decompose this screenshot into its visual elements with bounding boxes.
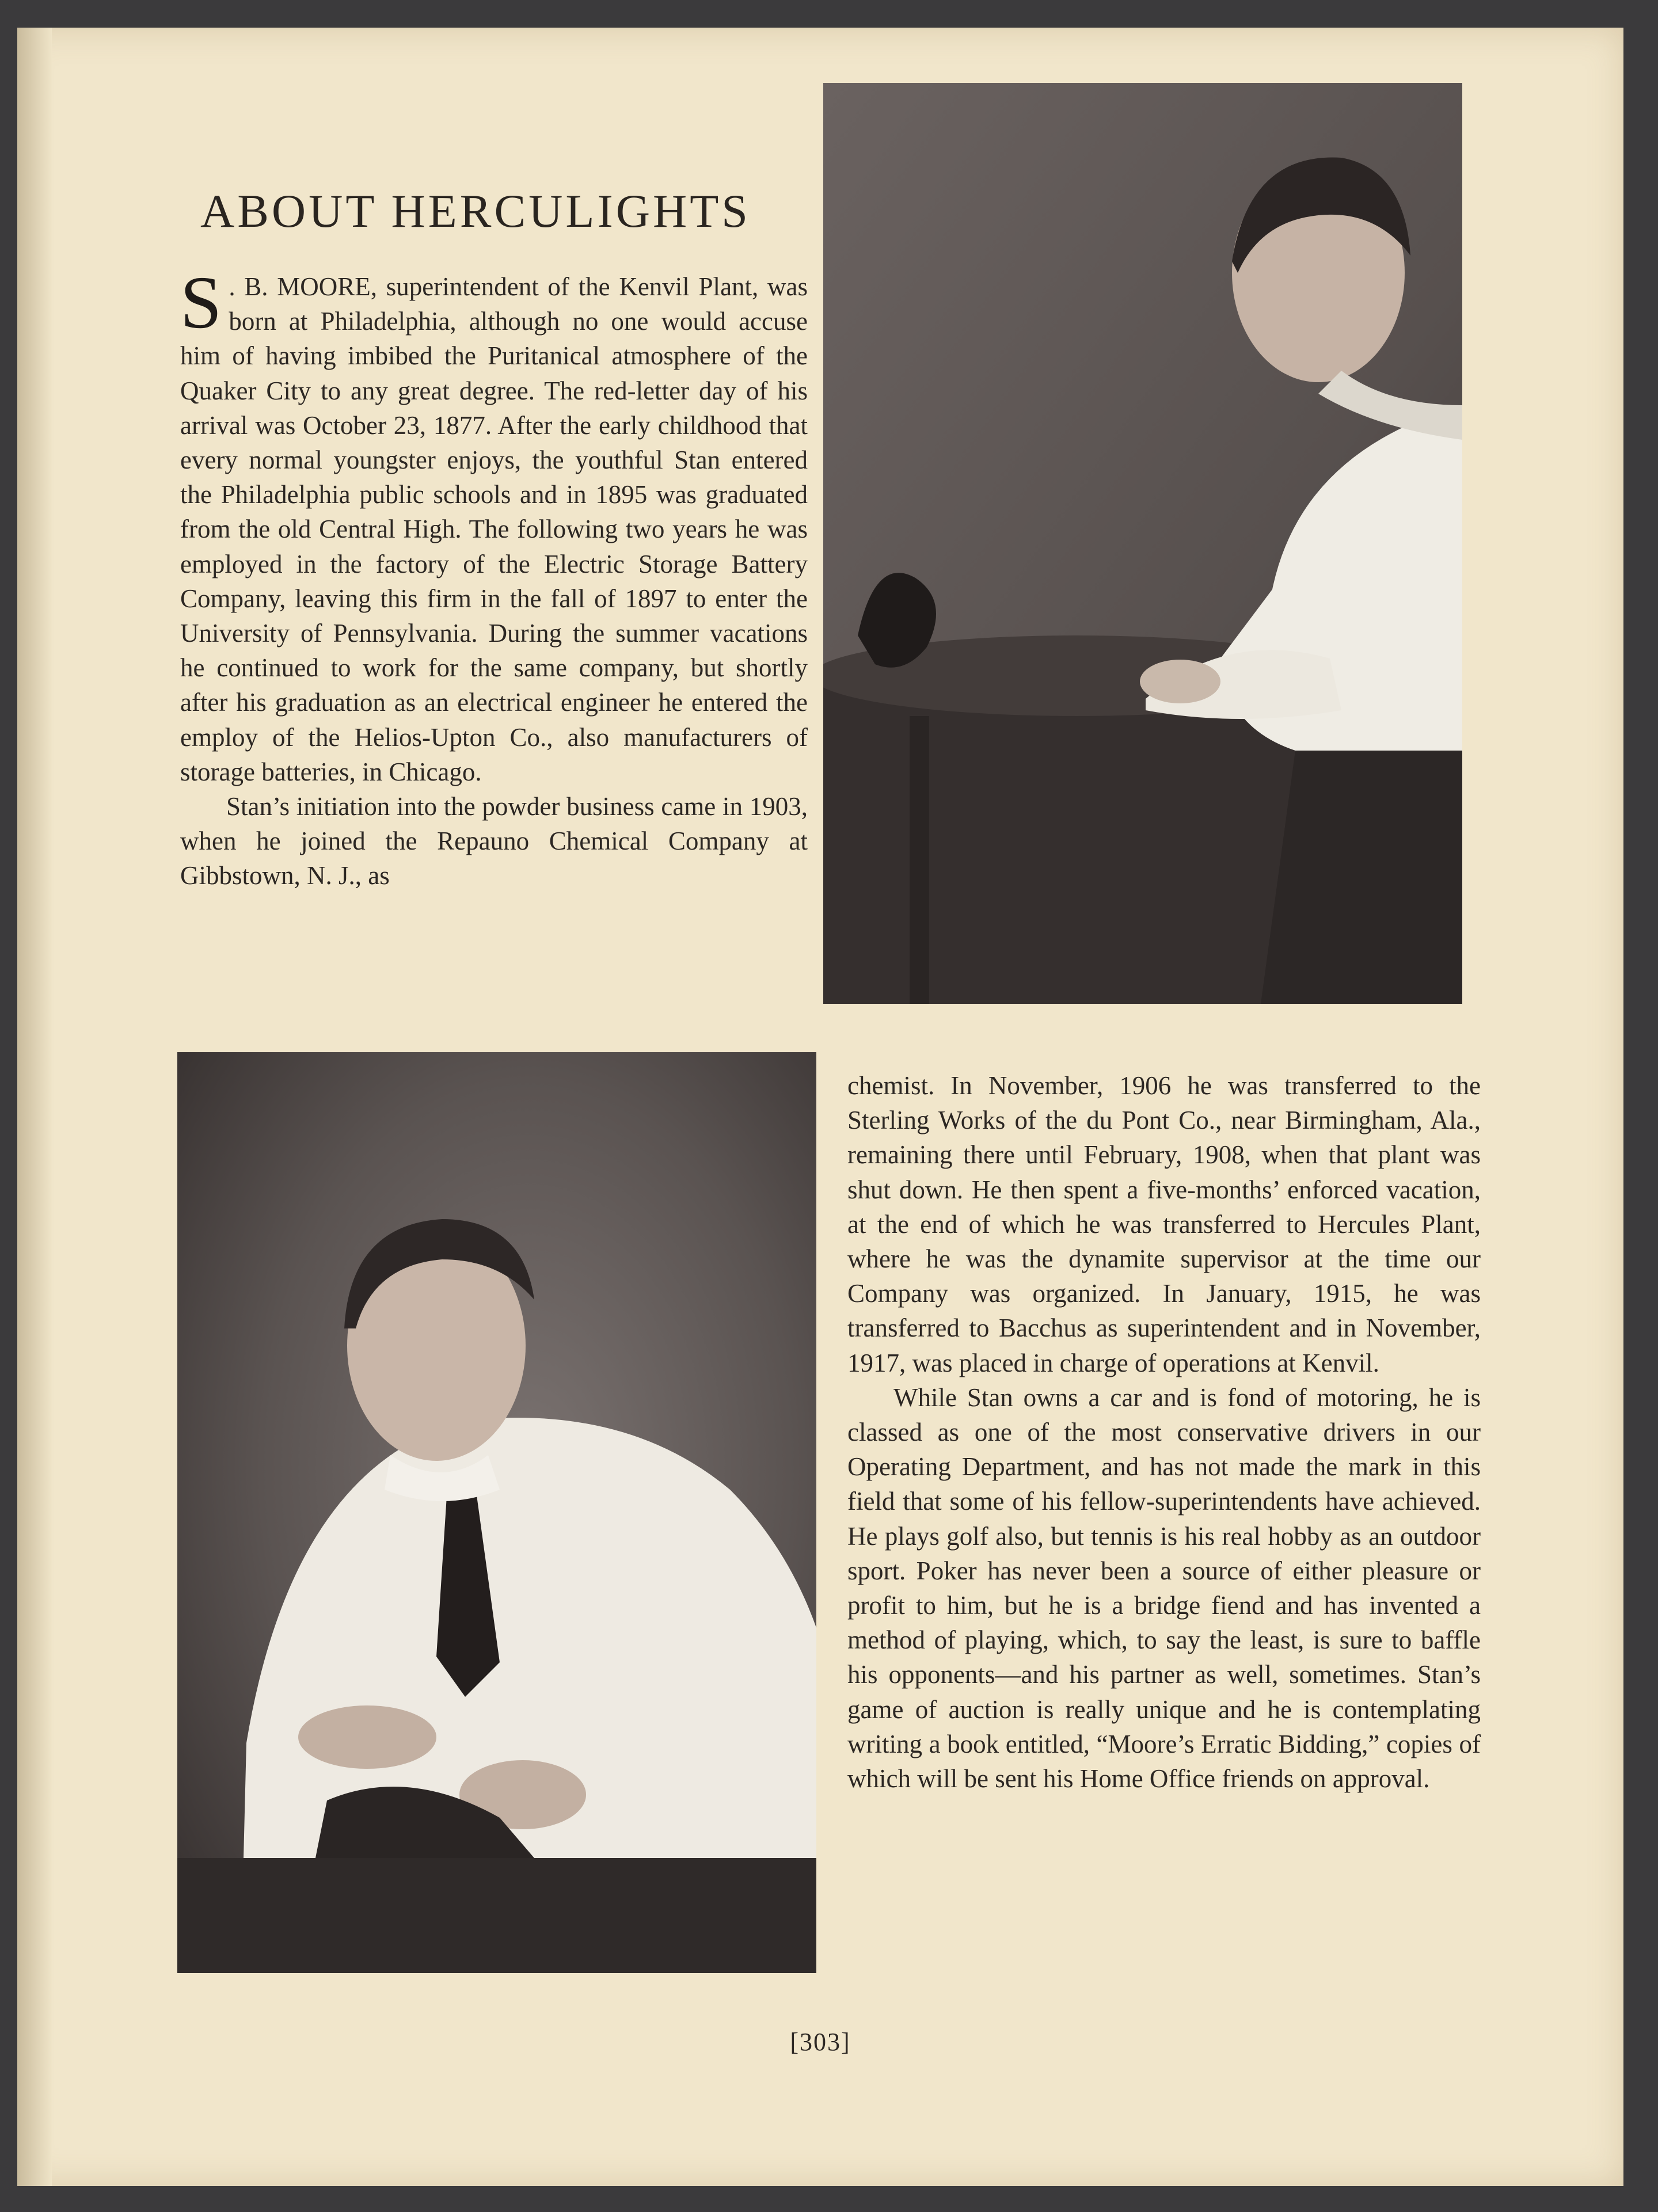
paragraph-intro xyxy=(180,261,808,789)
paragraph-career: chemist. In November, 1906 he was transferred to the Sterling Works of the du Pont Co., near Birmingham, Ala., remaining there until February, 1908, when that plant was shut down. He then spent a five-months’ enforced vacation, at the end of which he was transferred to Hercules Plant, where he was the dynamite supervisor at the time our Company was organized. In January, 1915, he was transferred to Bacchus as superintendent and in November, 1917, was placed in charge of operations at Kenvil. xyxy=(847,1071,1481,1377)
page-spine xyxy=(17,28,52,2186)
article-title: ABOUT HERCULIGHTS xyxy=(200,185,751,237)
paragraph-powder-business: Stan’s initiation into the powder business came in 1903, when he joined the Repauno Chemical Company at Gibbstown, N. J., as xyxy=(180,792,808,890)
paragraph-hobbies: While Stan owns a car and is fond of motoring, he is classed as one of the most conservative drivers in our Operating Department, and has not made the mark in this field that some of his fellow-superintendents have achieved. He plays golf also, but tennis is his real hobby as an outdoor sport. Poker has never been a source of either pleasure or profit to him, but he is a bridge fiend and has invented a method of playing, which, to say the least, is sure to baffle his opponents—and his partner as well, sometimes. Stan’s game of auction is really unique and he is contemplating writing a book entitled, “Moore’s Erratic Bidding,” copies of which will be sent his Home Office friends on approval. xyxy=(847,1383,1481,1794)
text-column-left xyxy=(180,261,808,893)
drop-cap: S xyxy=(180,261,222,344)
page-number: [303] xyxy=(790,2028,851,2056)
photo-profile-at-table xyxy=(823,83,1462,1004)
text-column-right xyxy=(847,1068,1481,1796)
photo-portrait-smiling xyxy=(177,1052,816,1973)
paragraph-intro-text: . B. MOORE, superintendent of the Kenvil Plant, was born at Philadelphia, although no one would accuse him of having imbibed the Puritanical atmosphere of the Quaker City to any great degree. The red-letter day of his arrival was October 23, 1877. After the early childhood that every normal youngster enjoys, the youthful Stan entered the Philadelphia public schools and in 1895 was graduated from the old Central High. The following two years he was employed in the factory of the Electric Storage Battery Company, leaving this firm in the fall of 1897 to enter the University of Pennsylvania. During the summer vacations he continued to work for the same company, but shortly after his graduation as an electrical engineer he entered the employ of the Helios-Upton Co., also manufacturers of storage batteries, in Chicago. xyxy=(180,272,808,786)
magazine-page xyxy=(17,28,1623,2186)
